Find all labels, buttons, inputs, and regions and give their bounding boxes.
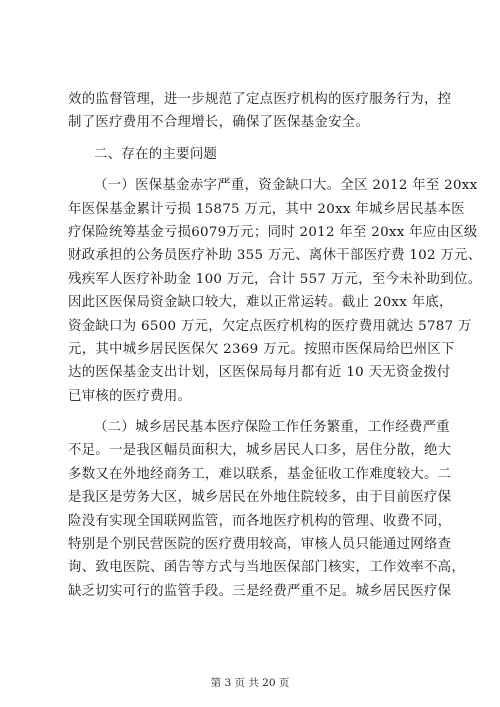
- text-line: 不足。一是我区幅员面积大，城乡居民人口多，居住分散，绝大: [68, 443, 452, 459]
- text-line: （一）医保基金赤字严重，资金缺口大。全区 2012 年至 20xx: [94, 178, 478, 194]
- text-line: 残疾军人医疗补助金 100 万元，合计 557 万元，至今未补助到位。: [68, 271, 482, 287]
- text-line: 财政承担的公务员医疗补助 355 万元、离休干部医疗费 102 万元、: [68, 248, 482, 264]
- text-line: 多数又在外地经商务工，难以联系，基金征收工作难度较大。二: [68, 466, 452, 482]
- text-line: 效的监督管理，进一步规范了定点医疗机构的医疗服务行为，控: [68, 92, 452, 107]
- text-line: 缺乏切实可行的监管手段。三是经费严重不足。城乡居民医疗保: [68, 583, 452, 599]
- text-line: 是我区是劳务大区，城乡居民在外地住院较多，由于目前医疗保: [68, 490, 452, 506]
- page-number-footer: 第 3 页 共 20 页: [210, 677, 290, 689]
- text-line: 因此区医保局资金缺口较大，难以正常运转。截止 20xx 年底，: [68, 295, 453, 311]
- section-heading: 二、存在的主要问题: [94, 146, 218, 162]
- text-line: 元，其中城乡居民医保欠 2369 万元。按照市医保局给巴州区下: [68, 341, 455, 357]
- text-line: 询、致电医院、函告等方式与当地医保部门核实，工作效率不高，: [68, 560, 466, 576]
- text-line: 达的医保基金支出计划，区医保局每月都有近 10 天无资金拨付: [68, 365, 451, 381]
- text-line: 已审核的医疗费用。: [68, 388, 192, 404]
- intro-paragraph: [68, 88, 452, 135]
- text-line: 资金缺口为 6500 万元，欠定点医疗机构的医疗费用就达 5787 万: [68, 318, 472, 334]
- text-line: 制了医疗费用不合理增长，确保了医保基金安全。: [68, 115, 370, 131]
- text-line: 特别是个别民营医院的医疗费用较高，审核人员只能通过网络查: [68, 537, 452, 553]
- text-line: （二）城乡居民基本医疗保险工作任务繁重，工作经费严重: [94, 420, 450, 436]
- document-body: [68, 88, 482, 603]
- text-line: 年医保基金累计亏损 15875 万元，其中 20xx 年城乡居民基本医: [68, 201, 465, 217]
- paragraph-budget-deficit: [68, 174, 482, 408]
- paragraph-workload: [68, 416, 466, 603]
- text-line: 疗保险统筹基金亏损6079万元；同时 2012 年至 20xx 年应由区级: [68, 224, 478, 240]
- text-line: 险没有实现全国联网监管，而各地医疗机构的管理、收费不同，: [68, 513, 452, 529]
